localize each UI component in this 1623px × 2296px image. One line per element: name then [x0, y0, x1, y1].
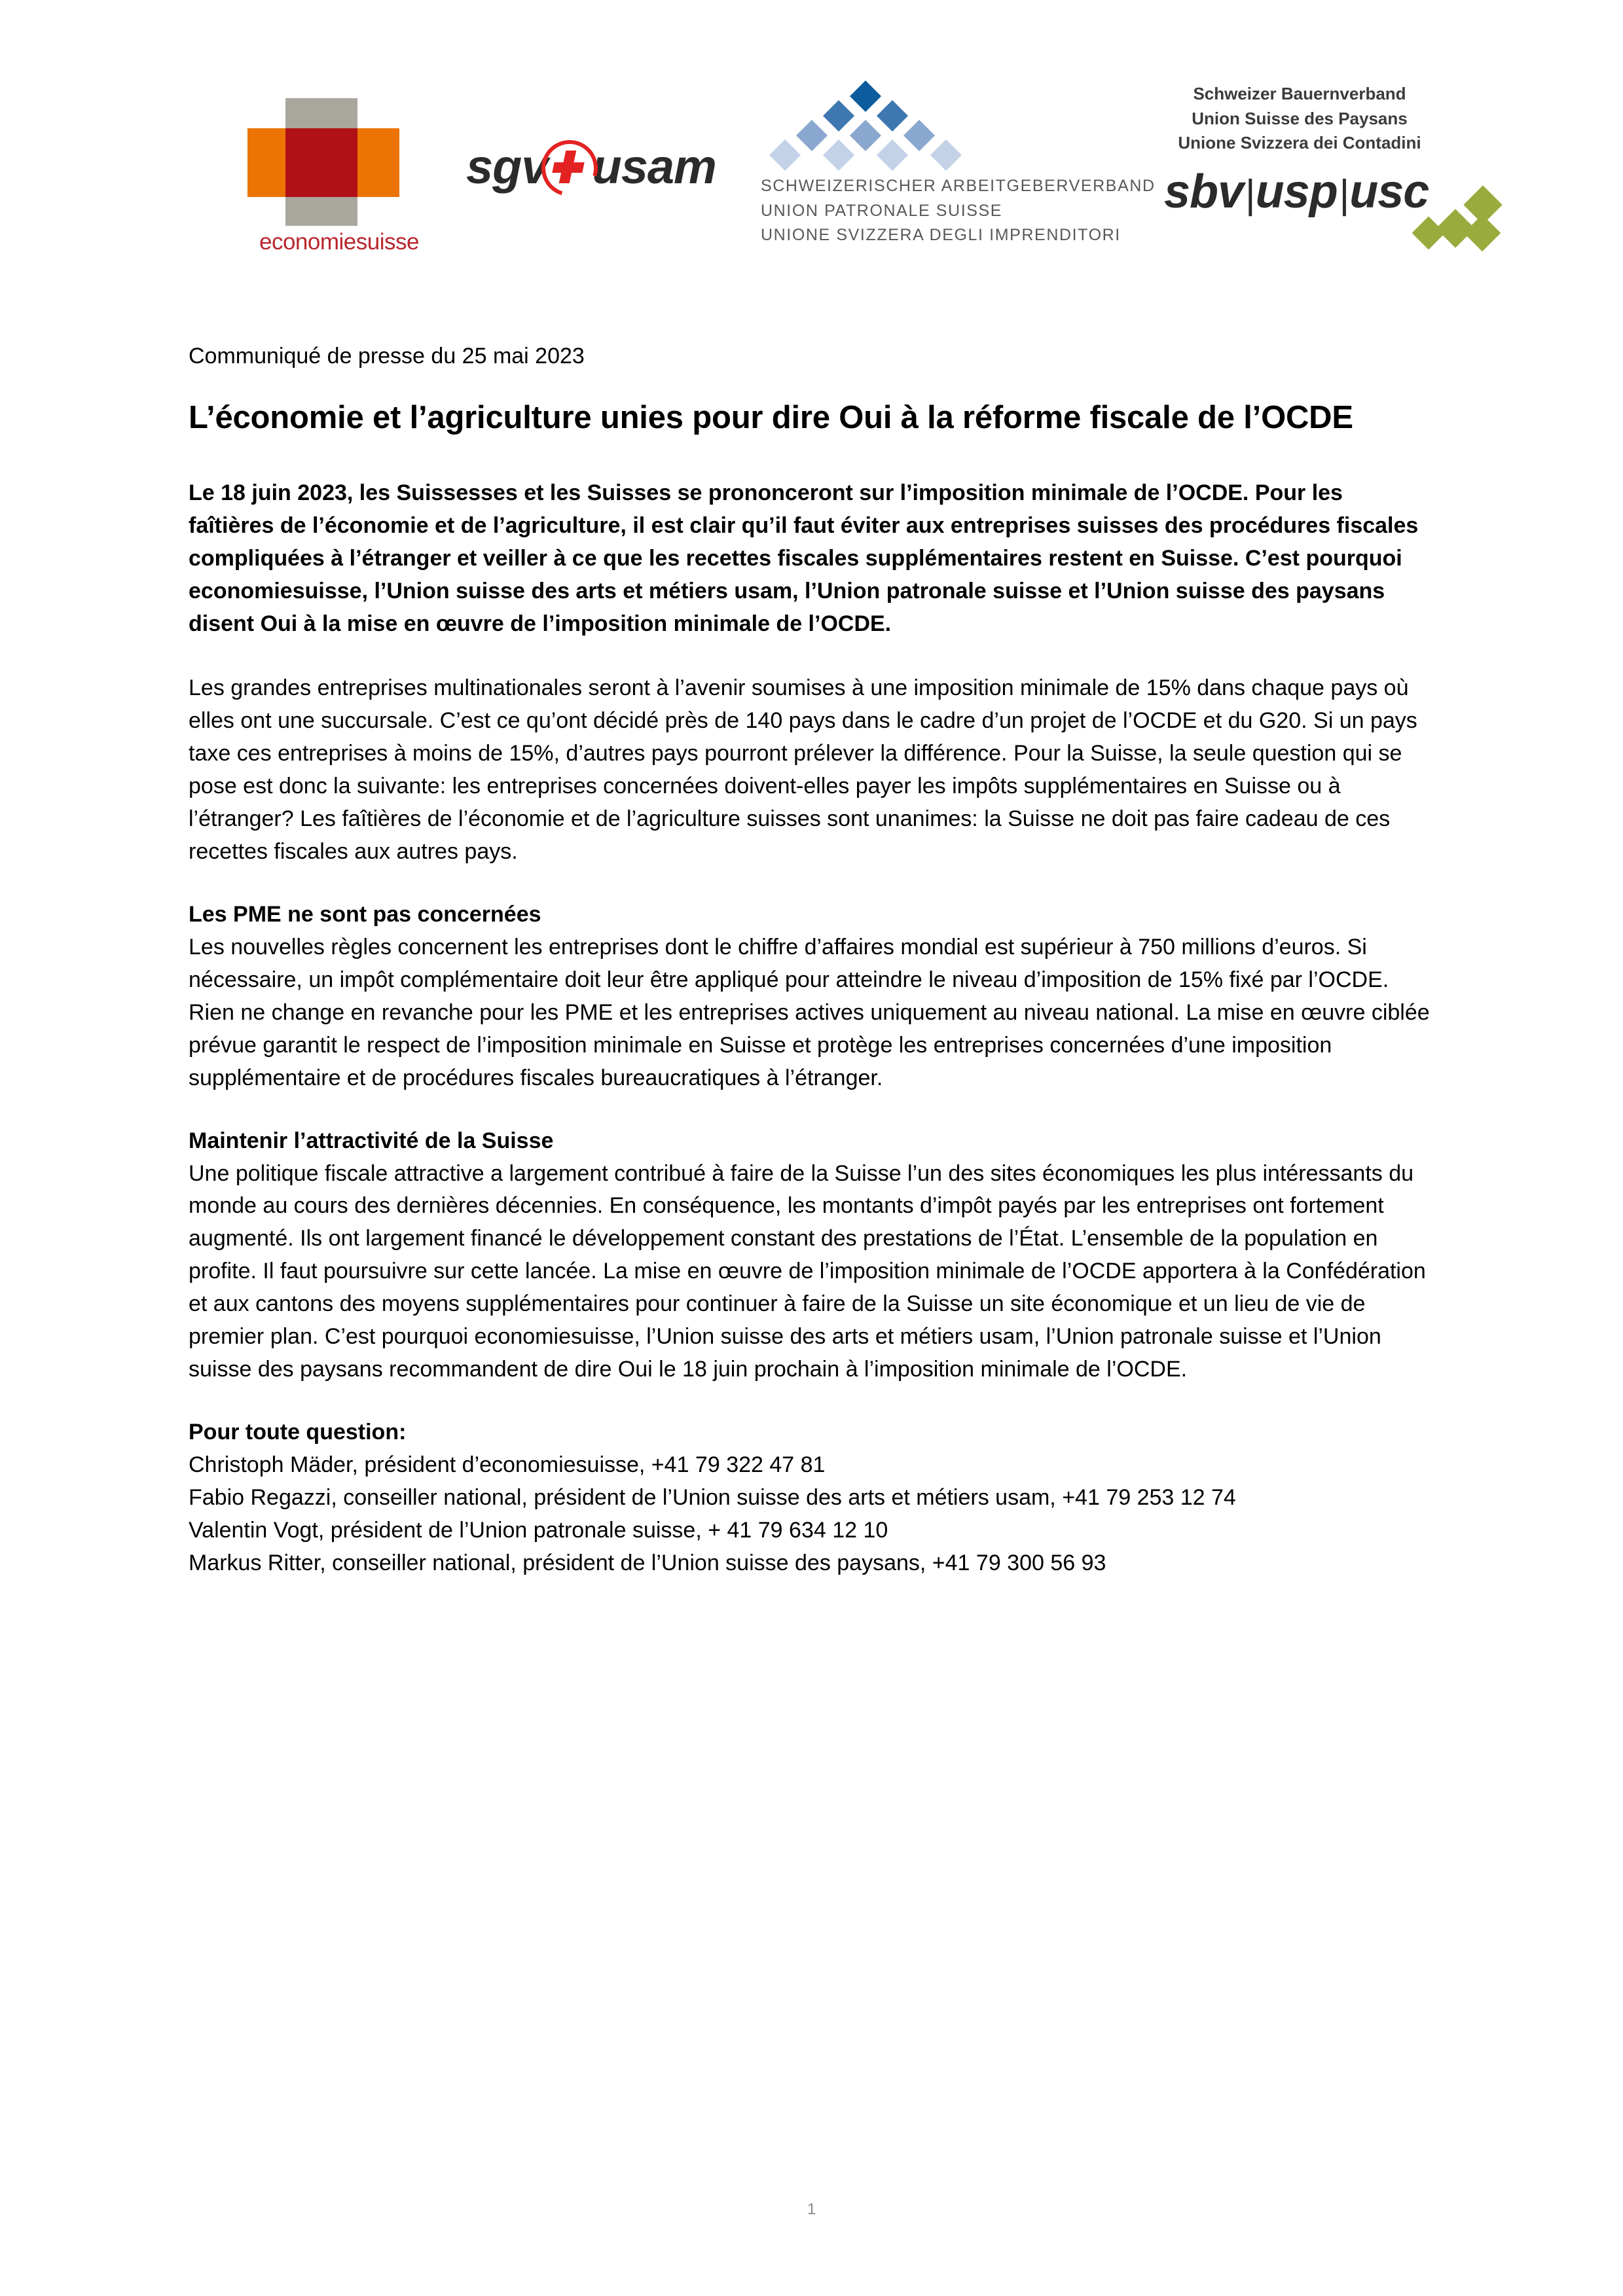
page-number: 1: [807, 2200, 816, 2218]
usp-abbr: usp: [1255, 166, 1338, 219]
arbeitgeberverband-line-de: SCHWEIZERISCHER ARBEITGEBERVERBAND: [761, 177, 1156, 195]
intro-paragraph: Les grandes entreprises multinationales seront à l’avenir soumises à une imposition minimale de 15% dans chaque pays où elles ont une succursale. C’est ce qu’ont décidé près de 140 pays dans le cadre d’un projet de l’OCDE et du G20. Si un pays taxe ces entreprises à moins de 15%, d’autres pays pourront prélever la différence. Pour la Suisse, la seule question qui se pose est donc la suivante: les entreprises concernées doivent-elles payer les impôts supplémentaires en Suisse ou à l’étranger? Les faîtières de l’économie et de l’agriculture suisses sont unanimes: la Suisse ne doit pas faire cadeau de ces recettes fiscales aux autres pays.: [189, 675, 1417, 864]
bauernverband-line-it: Unione Svizzera dei Contadini: [1178, 133, 1421, 153]
arbeitgeberverband-line-fr: UNION PATRONALE SUISSE: [761, 201, 1003, 220]
section-text-attractivite: Une politique fiscale attractive a largement contribué à faire de la Suisse l’un des sites économiques les plus intéressants du monde au cours des dernières décennies. En conséquence, les montants d’impôt payés par les entreprises ont fortement augmenté. Ils ont largement financé le développement constant des prestations de l’État. L’ensemble de la population en profite. Il faut poursuivre sur cette lancée. La mise en œuvre de l’imposition minimale de l’OCDE apportera à la Confédération et aux cantons des moyens supplémentaires pour continuer à faire de la Suisse un site économique et un lieu de vie de premier plan. C’est pourquoi economiesuisse, l’Union suisse des arts et métiers usam, l’Union patronale suisse et l’Union suisse des paysans recommandent de dire Oui le 18 juin prochain à l’imposition minimale de l’OCDE.: [189, 1160, 1426, 1382]
green-diamond-cluster-icon: [1417, 191, 1522, 243]
contact-person: Fabio Regazzi, conseiller national, président de l’Union suisse des arts et métiers usam, +41 79 253 12 74: [189, 1485, 1236, 1511]
sbv-usp-usc-wordmark: [1164, 165, 1429, 219]
blue-diamond-pyramid-icon: [774, 85, 970, 164]
contact-person: Valentin Vogt, président de l’Union patronale suisse, + 41 79 634 12 10: [189, 1518, 888, 1543]
economiesuisse-wordmark: economiesuisse: [259, 229, 419, 255]
section-heading-pme: Les PME ne sont pas concernées: [189, 901, 541, 927]
logo-bauernverband: [1152, 82, 1519, 259]
document-body: [189, 340, 1432, 1580]
logo-sgv-usam: [466, 137, 728, 209]
contact-person: Christoph Mäder, président d’economiesuisse, +41 79 322 47 81: [189, 1452, 826, 1478]
arbeitgeberverband-line-it: UNIONE SVIZZERA DEGLI IMPRENDITORI: [761, 226, 1121, 244]
contacts-heading: Pour toute question:: [189, 1420, 407, 1445]
usc-abbr: usc: [1349, 166, 1429, 219]
section-text-pme: Les nouvelles règles concernent les entreprises dont le chiffre d’affaires mondial est supérieur à 750 millions d’euros. Si nécessaire, un impôt complémentaire doit leur être appliqué pour atteindre le niveau d’imposition de 15% fixé par l’OCDE. Rien ne change en revanche pour les PME et les entreprises actives uniquement au niveau national. La mise en œuvre ciblée prévue garantit le respect de l’imposition minimale en Suisse et protège les entreprises concernées d’une imposition supplémentaire et de procédures fiscales bureaucratiques à l’étranger.: [189, 934, 1430, 1090]
sbv-separator-2: |: [1338, 172, 1349, 217]
bauernverband-line-fr: Union Suisse des Paysans: [1192, 108, 1408, 128]
press-release-date: Communiqué de presse du 25 mai 2023: [189, 344, 585, 368]
logo-arbeitgeberverband: [761, 85, 1156, 255]
section-heading-attractivite: Maintenir l’attractivité de la Suisse: [189, 1128, 554, 1153]
economiesuisse-mark-icon: [247, 98, 411, 226]
contacts-block: [189, 1416, 1432, 1580]
economiesuisse-red-square: [285, 128, 357, 197]
lead-paragraph: Le 18 juin 2023, les Suissesses et les Suisses se prononceront sur l’imposition minimale de l’OCDE. Pour les faîtières de l’économie et de l’agriculture, il est clair qu’il faut éviter aux entreprises suisses des procédures fiscales compliquées à l’étranger et veiller à ce que les recettes fiscales supplémentaires restent en Suisse. C’est pourquoi economiesuisse, l’Union suisse des arts et métiers usam, l’Union patronale suisse et l’Union suisse des paysans disent Oui à la mise en œuvre de l’imposition minimale de l’OCDE.: [189, 480, 1419, 636]
logo-band: [0, 79, 1623, 262]
bauernverband-line-de: Schweizer Bauernverband: [1193, 84, 1406, 103]
contact-person: Markus Ritter, conseiller national, président de l’Union suisse des paysans, +41 79 300 56 93: [189, 1551, 1106, 1576]
sbv-abbr: sbv: [1164, 166, 1244, 219]
usam-wordmark: usam: [592, 139, 716, 194]
sgv-wordmark: sgv: [466, 139, 548, 194]
logo-economiesuisse: [247, 98, 418, 262]
sbv-separator-1: |: [1245, 172, 1254, 217]
page-title: L’économie et l’agriculture unies pour dire Oui à la réforme fiscale de l’OCDE: [189, 400, 1353, 436]
swiss-cross-circle-icon: [541, 140, 595, 194]
